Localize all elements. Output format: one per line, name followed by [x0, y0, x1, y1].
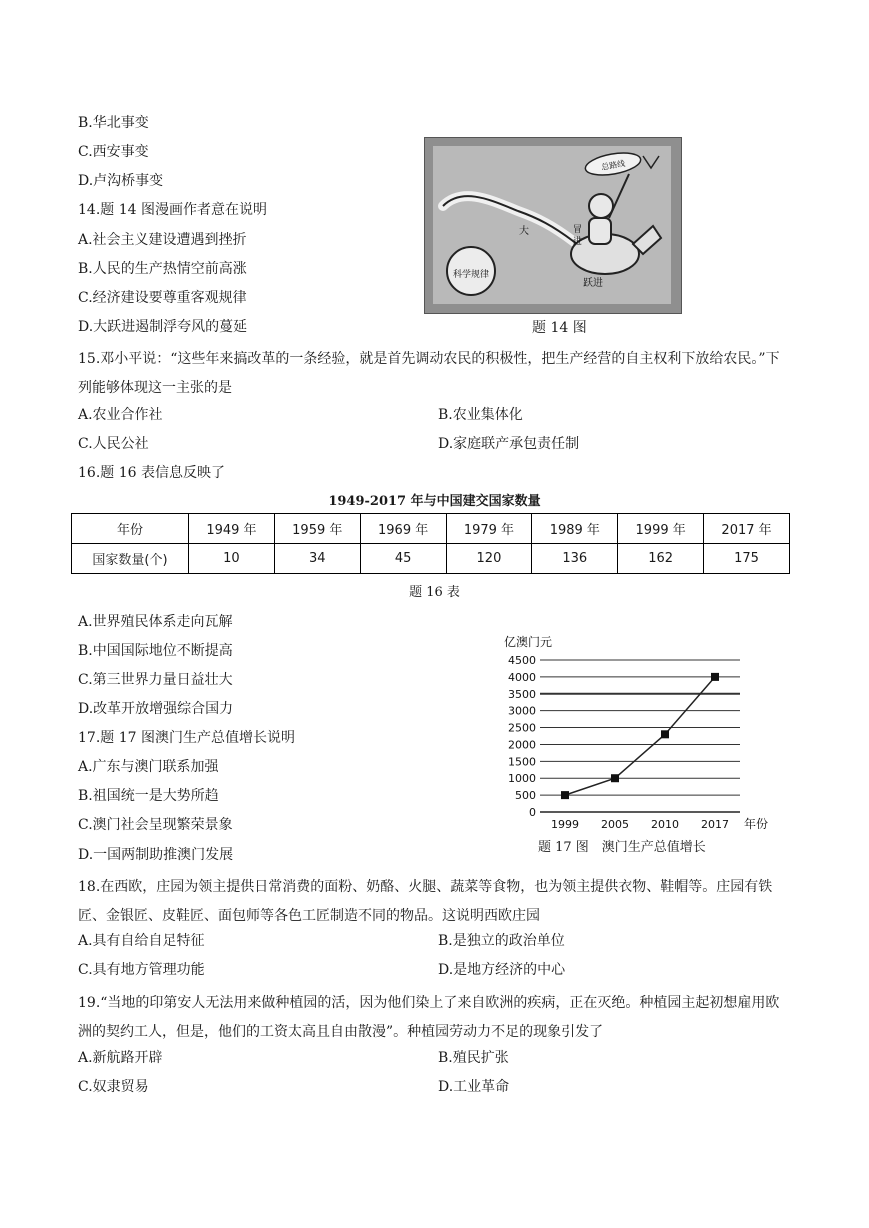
cartoon-label-jin: 进 [573, 237, 583, 247]
q17-option-c: C.澳门社会呈现繁荣景象 [78, 817, 233, 833]
table-cell: 2017 年 [704, 514, 790, 544]
q19-stem: 19.“当地的印第安人无法用来做种植园的活，因为他们染上了来自欧洲的疾病，正在灭绝。种植园主起初想雇用欧洲的契约工人，但是，他们的工资太高且自由散漫”。种植园劳动力不足的现象引发了 [78, 995, 780, 1040]
y-tick-label: 1500 [508, 755, 536, 769]
q15-option-b: B.农业集体化 [438, 407, 523, 423]
q13-option-c: C.西安事变 [78, 144, 149, 160]
y-tick-label: 4500 [508, 654, 536, 667]
cartoon-label-leap: 跃进 [583, 278, 603, 289]
q18-option-b: B.是独立的政治单位 [438, 933, 565, 949]
q14-option-b: B.人民的生产热情空前高涨 [78, 261, 247, 277]
q16-option-c: C.第三世界力量日益壮大 [78, 672, 233, 688]
q14-option-a: A.社会主义建设遭遇到挫折 [78, 232, 247, 248]
q17-option-a: A.广东与澳门联系加强 [78, 759, 219, 775]
q18-stem: 18.在西欧，庄园为领主提供日常消费的面粉、奶酪、火腿、蔬菜等食物，也为领主提供衣物、鞋帽等。庄园有铁匠、金银匠、皮鞋匠、面包师等各色工匠制造不同的物品。这说明西欧庄园 [78, 879, 773, 924]
table-cell: 1979 年 [446, 514, 532, 544]
q14-stem: 14.题 14 图漫画作者意在说明 [78, 202, 267, 218]
q14-option-c: C.经济建设要尊重客观规律 [78, 290, 247, 306]
y-tick-label: 3000 [508, 704, 536, 718]
q19-option-a: A.新航路开辟 [78, 1050, 163, 1066]
q13-option-d: D.卢沟桥事变 [78, 173, 164, 189]
q14-cartoon-figure [424, 137, 682, 314]
diplomatic-relations-table [71, 513, 790, 574]
table-cell: 1949 年 [189, 514, 275, 544]
x-axis-label: 年份 [744, 817, 769, 831]
q16-option-d: D.改革开放增强综合国力 [78, 701, 234, 717]
y-tick-label: 4000 [508, 670, 536, 684]
data-point [561, 791, 569, 799]
q16-option-a: A.世界殖民体系走向瓦解 [78, 614, 233, 630]
table-cell: 136 [532, 544, 618, 574]
table-row [72, 544, 790, 574]
rider-head [589, 194, 613, 218]
q17-stem: 17.题 17 图澳门生产总值增长说明 [78, 730, 295, 746]
q15-option-a: A.农业合作社 [78, 407, 163, 423]
cartoon-label-mao: 冒 [573, 225, 583, 235]
y-tick-label: 1000 [508, 772, 536, 786]
macau-gdp-chart [498, 632, 778, 832]
cartoon-illustration [433, 146, 671, 304]
x-tick-label: 2005 [601, 818, 629, 831]
table-header-cell: 年份 [72, 514, 189, 544]
table-cell: 1989 年 [532, 514, 618, 544]
q16-option-b: B.中国国际地位不断提高 [78, 643, 233, 659]
q16-table-title: 1949-2017 年与中国建交国家数量 [328, 494, 541, 509]
table-cell: 175 [704, 544, 790, 574]
x-tick-label: 1999 [551, 818, 579, 831]
q14-figure-caption: 题 14 图 [532, 320, 587, 336]
x-tick-label: 2017 [701, 818, 729, 831]
q18-option-c: C.具有地方管理功能 [78, 962, 205, 978]
q16-table-caption: 题 16 表 [409, 585, 460, 600]
q18-option-a: A.具有自给自足特征 [78, 933, 205, 949]
y-tick-label: 0 [529, 806, 536, 819]
cartoon-label-science: 科学规律 [452, 270, 490, 280]
table-cell: 34 [274, 544, 360, 574]
y-tick-label: 2000 [508, 738, 536, 752]
q18-option-d: D.是地方经济的中心 [438, 962, 566, 978]
q17-option-d: D.一国两制助推澳门发展 [78, 847, 234, 863]
table-cell: 162 [618, 544, 704, 574]
data-point [661, 730, 669, 738]
q16-stem: 16.题 16 表信息反映了 [78, 465, 225, 481]
q19-option-d: D.工业革命 [438, 1079, 510, 1095]
y-tick-label: 2500 [508, 721, 536, 735]
q13-option-b: B.华北事变 [78, 115, 149, 131]
table-cell: 1969 年 [360, 514, 446, 544]
y-tick-label: 3500 [508, 687, 536, 701]
q15-stem: 15.邓小平说：“这些年来搞改革的一条经验，就是首先调动农民的积极性，把生产经营的自主权利下放给农民。”下列能够体现这一主张的是 [78, 351, 780, 396]
data-point [711, 673, 719, 681]
q19-option-b: B.殖民扩张 [438, 1050, 509, 1066]
cartoon-label-banner: 总路线 [600, 158, 626, 172]
y-axis-label: 亿澳门元 [504, 635, 553, 649]
q15-option-c: C.人民公社 [78, 436, 149, 452]
data-point [611, 774, 619, 782]
y-tick-label: 500 [515, 789, 536, 803]
table-cell: 1999 年 [618, 514, 704, 544]
table-cell: 10 [189, 544, 275, 574]
table-cell: 45 [360, 544, 446, 574]
x-tick-label: 2010 [651, 818, 679, 831]
q14-option-d: D.大跃进遏制浮夸风的蔓延 [78, 319, 248, 335]
q19-option-c: C.奴隶贸易 [78, 1079, 149, 1095]
q17-figure-caption: 题 17 图 澳门生产总值增长 [538, 840, 706, 855]
table-cell: 1959 年 [274, 514, 360, 544]
cartoon-label-da: 大 [519, 226, 529, 237]
table-header-cell: 国家数量(个) [72, 544, 189, 574]
table-row [72, 514, 790, 544]
q17-option-b: B.祖国统一是大势所趋 [78, 788, 219, 804]
q15-option-d: D.家庭联产承包责任制 [438, 436, 580, 452]
table-cell: 120 [446, 544, 532, 574]
